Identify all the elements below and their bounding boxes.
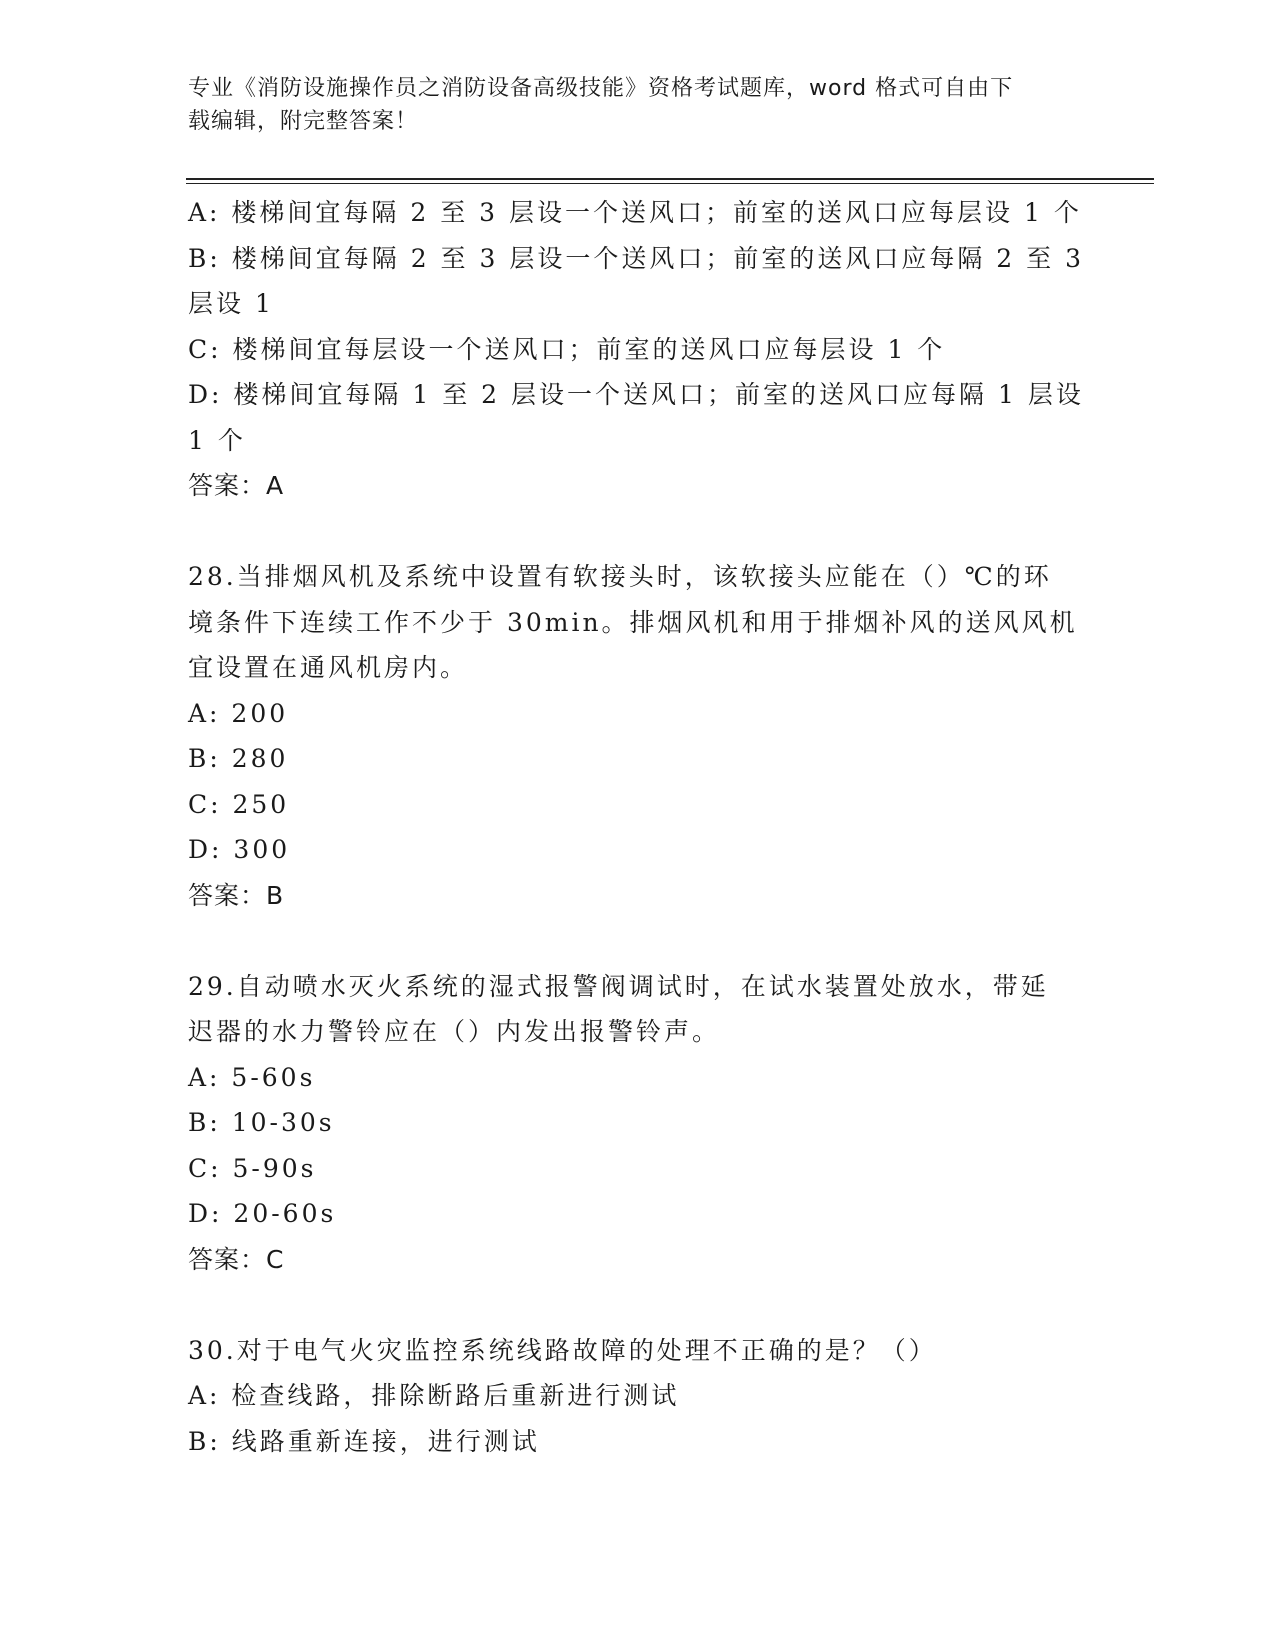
option-d: D: 300 [188, 835, 291, 864]
option-c: C: 5-90s [188, 1153, 317, 1183]
option-b: B: 楼梯间宜每隔 2 至 3 层设一个送风口；前室的送风口应每隔 2 至 3 [188, 243, 1084, 273]
header-rule-thick [186, 178, 1154, 180]
question-stem: 28.当排烟风机及系统中设置有软接头时，该软接头应能在（）℃的环 [188, 562, 1052, 591]
answer: 答案：B [188, 880, 285, 910]
question-28 [188, 554, 1088, 918]
question-stem-continued: 境条件下连续工作不少于 30min。排烟风机和用于排烟补风的送风风机 [188, 607, 1078, 637]
option-d: D: 楼梯间宜每隔 1 至 2 层设一个送风口；前室的送风口应每隔 1 层设 [188, 380, 1084, 409]
option-b: B: 10-30s [188, 1108, 335, 1137]
option-b: B: 线路重新连接，进行测试 [188, 1426, 540, 1456]
option-a: A: 检查线路，排除断路后重新进行测试 [188, 1381, 680, 1410]
option-c: C: 250 [188, 789, 290, 819]
option-a: A: 200 [188, 698, 289, 728]
option-a: A: 5-60s [188, 1062, 316, 1092]
option-a: A: 楼梯间宜每隔 2 至 3 层设一个送风口；前室的送风口应每层设 1 个 [188, 198, 1082, 227]
question-30 [188, 1328, 1088, 1465]
document-header [188, 72, 1068, 138]
spacer [188, 509, 1088, 555]
option-c: C: 楼梯间宜每层设一个送风口；前室的送风口应每层设 1 个 [188, 334, 946, 364]
header-rule-thin [186, 183, 1154, 184]
spacer [188, 918, 1088, 964]
question-27 [188, 190, 1088, 509]
option-b-continued: 层设 1 [188, 289, 274, 318]
option-d: D: 20-60s [188, 1199, 337, 1228]
spacer [188, 1282, 1088, 1328]
question-29 [188, 964, 1088, 1283]
question-list [188, 190, 1088, 1464]
question-stem-continued: 宜设置在通风机房内。 [188, 653, 469, 682]
option-d-continued: 1 个 [188, 425, 246, 455]
question-stem-continued: 迟器的水力警铃应在（）内发出报警铃声。 [188, 1017, 721, 1046]
answer: 答案：C [188, 1244, 285, 1274]
question-stem: 30.对于电气火灾监控系统线路故障的处理不正确的是？（） [188, 1335, 937, 1365]
option-b: B: 280 [188, 744, 289, 773]
question-stem: 29.自动喷水灭火系统的湿式报警阀调试时，在试水装置处放水，带延 [188, 971, 1049, 1001]
answer: 答案：A [188, 471, 285, 500]
header-line-1: 专业《消防设施操作员之消防设备高级技能》资格考试题库，word 格式可自由下 [188, 76, 1014, 101]
header-line-2: 载编辑，附完整答案！ [188, 109, 419, 134]
